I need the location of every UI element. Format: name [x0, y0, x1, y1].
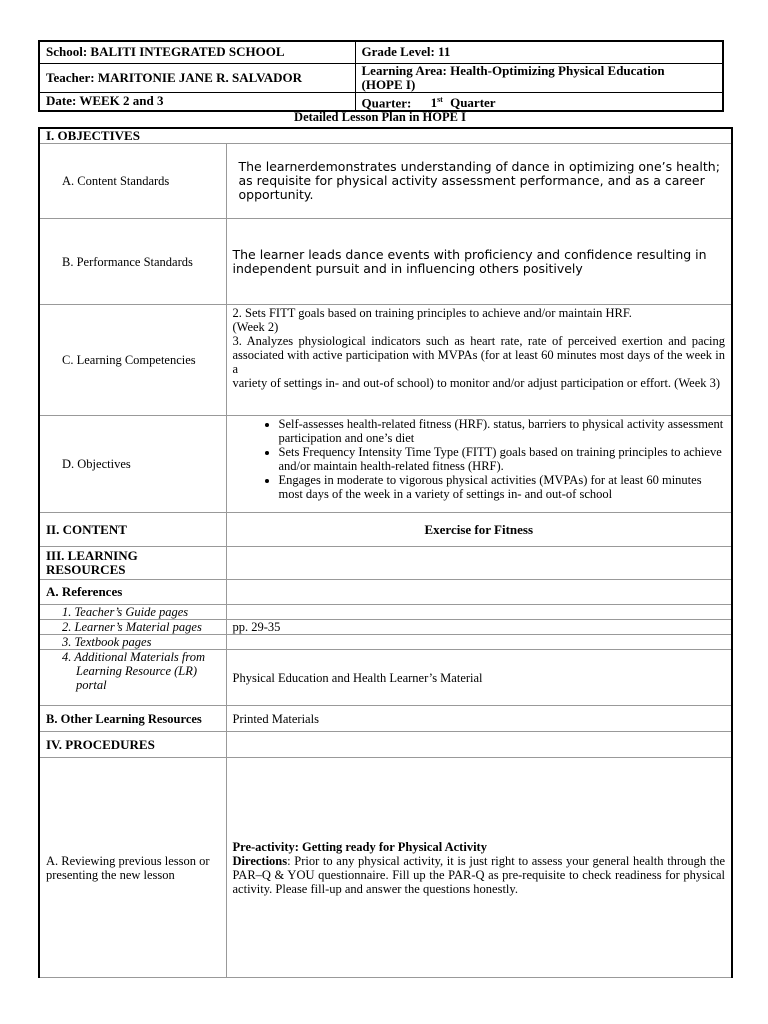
- quarter: [355, 92, 723, 111]
- textbook-value: [226, 635, 732, 650]
- objective-item: • Sets Frequency Intensity Time Type (FITT) goals based on training principles to achieve and/or maintain health-related fitness (HRF).: [279, 445, 726, 473]
- competency-line-4: variety of settings in- and out-of school) to monitor and/or adjust participation or effort. (Week 3): [232, 376, 721, 390]
- additional-materials-value: Physical Education and Health Learner’s Material: [226, 650, 732, 706]
- learners-material-label: 2. Learner’s Material pages: [39, 620, 226, 635]
- quarter-word: Quarter: [450, 94, 496, 110]
- textbook-label: 3. Textbook pages: [39, 635, 226, 650]
- performance-standards-text: The learner leads dance events with proficiency and confidence resulting in independent pursuit and in influencing others positively: [226, 219, 732, 305]
- learning-resources-heading: III. LEARNING RESOURCES: [39, 547, 226, 580]
- quarter-number: 1: [430, 94, 438, 110]
- quarter-label: Quarter:: [361, 94, 412, 110]
- learning-resources-empty: [226, 547, 732, 580]
- pre-activity-title: Pre-activity: Getting ready for Physical Activity: [232, 839, 487, 854]
- learning-competencies-label: C. Learning Competencies: [39, 305, 226, 416]
- learning-area-line2: (HOPE I): [361, 76, 416, 92]
- additional-materials-line1: 4. Additional Materials from: [62, 650, 206, 664]
- other-resources-label: B. Other Learning Resources: [39, 706, 226, 732]
- references-empty: [226, 580, 732, 605]
- content-heading: II. CONTENT: [39, 513, 226, 547]
- directions-text: [233, 854, 726, 896]
- content-value: Exercise for Fitness: [226, 513, 732, 547]
- directions-body: : Prior to any physical activity, it is just right to assess your general health through the PAR–Q & YOU questionnaire. Fill up the PAR-Q as pre-requisite to check readiness for physical activity. Please fill-up and answer the questions honestly.: [232, 853, 726, 896]
- learning-area: [355, 63, 723, 92]
- learning-area-line1: Learning Area: Health-Optimizing Physical Education: [361, 62, 665, 78]
- content-standards-label: A. Content Standards: [39, 144, 226, 219]
- references-heading: A. References: [39, 580, 226, 605]
- competency-line-1: 2. Sets FITT goals based on training principles to achieve and/or maintain HRF.: [232, 306, 632, 320]
- performance-standards-label: B. Performance Standards: [39, 219, 226, 305]
- teachers-guide-label: 1. Teacher’s Guide pages: [39, 605, 226, 620]
- additional-materials-line2: Learning Resource (LR) portal: [76, 664, 198, 692]
- lesson-plan-table: [38, 127, 733, 978]
- grade-level: Grade Level: 11: [355, 41, 723, 63]
- additional-materials-label: [39, 650, 226, 706]
- pre-activity-cell: [226, 758, 732, 978]
- header-table: [38, 40, 724, 112]
- procedures-empty: [226, 732, 732, 758]
- review-lesson-label: A. Reviewing previous lesson or presenting the new lesson: [39, 758, 226, 978]
- competency-line-3: 3. Analyzes physiological indicators such as heart rate, rate of perceived exertion and pacing associated with active participation with MVPAs (for at least 60 minutes most days of the week in a: [232, 334, 726, 376]
- learning-competencies-text: [226, 305, 732, 416]
- learners-material-value: pp. 29-35: [226, 620, 732, 635]
- content-standards-text: The learnerdemonstrates understanding of dance in optimizing one’s health; as requisite for physical activity assessment performance, and as a career opportunity.: [226, 144, 732, 219]
- objectives-label: D. Objectives: [39, 416, 226, 513]
- objective-item: • Engages in moderate to vigorous physical activities (MVPAs) for at least 60 minutes most days of the week in a variety of settings in- and out-of school: [279, 473, 726, 501]
- other-resources-value: Printed Materials: [226, 706, 732, 732]
- directions-label: Directions: [232, 853, 288, 868]
- teachers-guide-value: [226, 605, 732, 620]
- teacher-name: Teacher: MARITONIE JANE R. SALVADOR: [39, 63, 355, 92]
- objectives-heading: I. OBJECTIVES: [39, 128, 732, 144]
- procedures-heading: IV. PROCEDURES: [39, 732, 226, 758]
- competency-line-2: (Week 2): [232, 320, 279, 334]
- date: Date: WEEK 2 and 3: [39, 92, 355, 111]
- objectives-list-cell: [226, 416, 732, 513]
- objectives-list: [233, 417, 726, 501]
- objective-item: • Self-assesses health-related fitness (HRF). status, barriers to physical activity assessment participation and one’s diet: [279, 417, 726, 445]
- lesson-plan-title: Detailed Lesson Plan in HOPE I: [294, 110, 466, 124]
- quarter-suffix: st: [437, 94, 443, 104]
- school-name: School: BALITI INTEGRATED SCHOOL: [39, 41, 355, 63]
